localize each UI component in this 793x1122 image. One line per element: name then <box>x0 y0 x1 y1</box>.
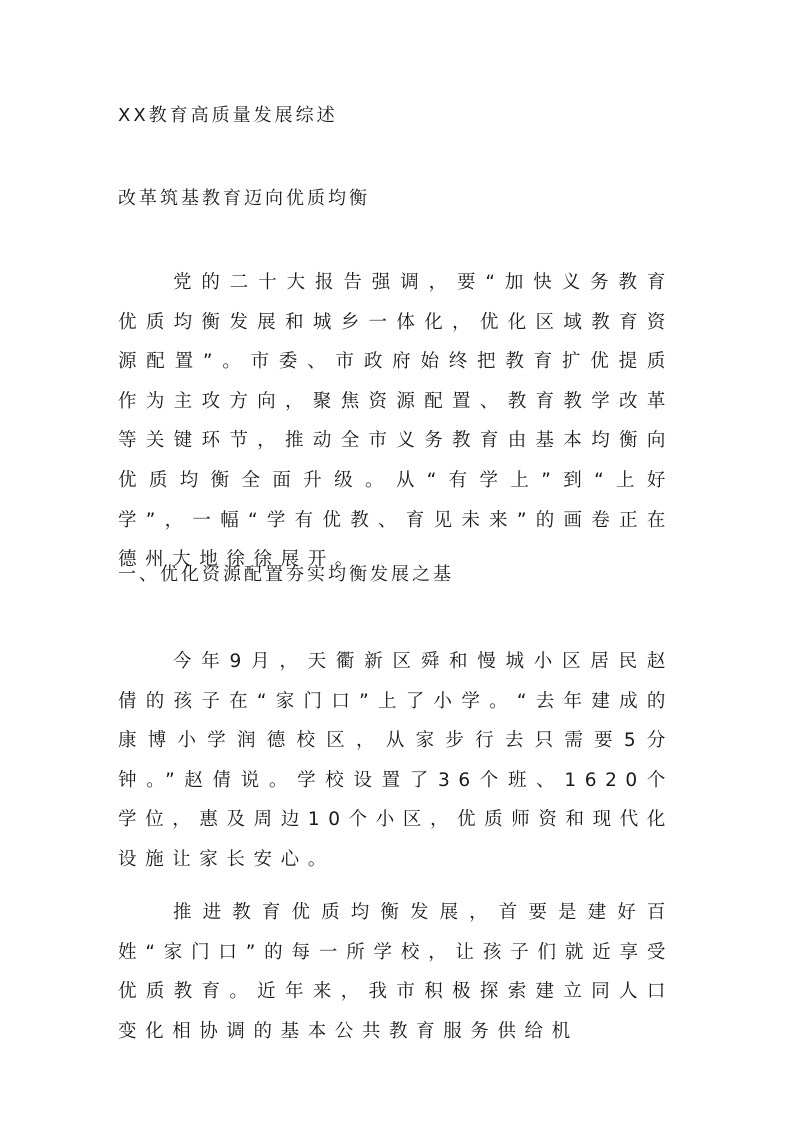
paragraph-intro: 党的二十大报告强调，要“加快义务教育优质均衡发展和城乡一体化，优化区域教育资源配置”。市委、市政府始终把教育扩优提质作为主攻方向，聚焦资源配置、教育教学改革等关键环节，推动全市义务教育由基本均衡向优质均衡全面升级。从“有学上”到“上好学”，一幅“学有优教、育见未来”的画卷正在德州大地徐徐展开。 <box>118 272 674 571</box>
document-title: XX教育高质量发展综述 <box>118 105 338 126</box>
paragraph-example: 今年9月，天衢新区舜和慢城小区居民赵倩的孩子在“家门口”上了小学。“去年建成的康博小学润德校区，从家步行去只需要5分钟。”赵倩说。学校设置了36个班、1620个学位，惠及周边10个小区，优质师资和现代化设施让家长安心。 <box>118 651 674 870</box>
document-subtitle: 改革筑基教育迈向优质均衡 <box>118 188 370 209</box>
section-heading: 一、优化资源配置夯实均衡发展之基 <box>118 564 454 585</box>
paragraph-policy: 推进教育优质均衡发展，首要是建好百姓“家门口”的每一所学校，让孩子们就近享受优质教育。近年来，我市积极探索建立同人口变化相协调的基本公共教育服务供给机 <box>118 902 674 1042</box>
